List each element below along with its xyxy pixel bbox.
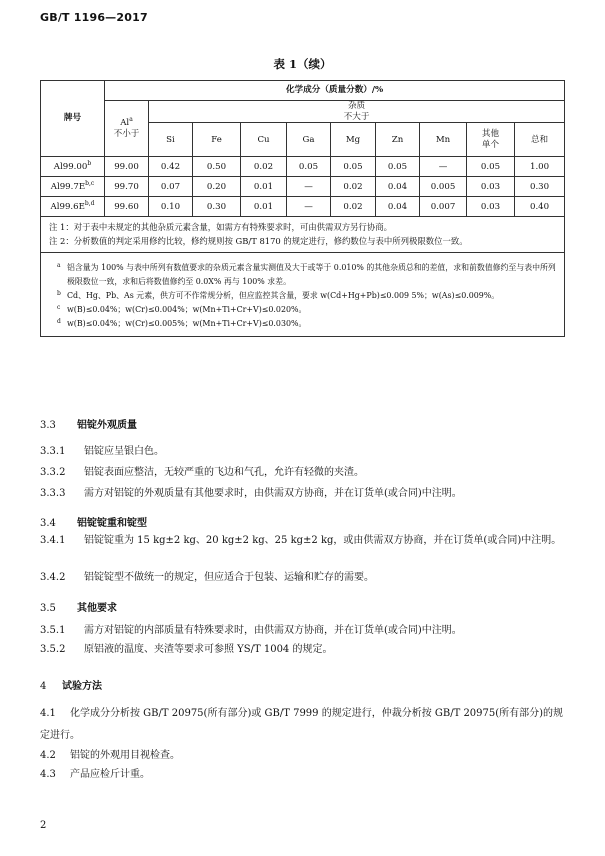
cell-other: 0.03 (467, 197, 515, 217)
col-header-fe: Fe (193, 123, 241, 157)
section-4-heading: 4 试验方法 (40, 681, 102, 692)
cell-al: 99.00 (105, 157, 149, 177)
section-3-5-heading: 3.5 其他要求 (40, 603, 117, 614)
cell-zn: 0.05 (376, 157, 420, 177)
other-label: 其他 (481, 129, 500, 140)
col-header-cu: Cu (241, 123, 287, 157)
cell-fe: 0.20 (193, 177, 241, 197)
cell-other: 0.03 (467, 177, 515, 197)
table-row (41, 197, 565, 217)
cell-mn: 0.005 (420, 177, 467, 197)
clause-3-5-2: 3.5.2 原铝液的温度、夹渣等要求可参照 YS/T 1004 的规定。 (40, 644, 333, 655)
cell-ga: 0.05 (287, 157, 331, 177)
col-header-mg: Mg (331, 123, 376, 157)
impurity-label: 杂质 (347, 101, 366, 111)
cell-brand: Al99.00$^b$ (41, 157, 105, 177)
brand-header: 牌号 (41, 81, 105, 157)
al-label: Al (120, 118, 130, 128)
chem-composition-header: 化学成分（质量分数）/% (105, 81, 565, 101)
cell-mn: — (420, 157, 467, 177)
cell-total: 1.00 (515, 157, 565, 177)
standard-number-header: GB/T 1196—2017 (40, 11, 148, 24)
cell-total: 0.30 (515, 177, 565, 197)
clause-3-5-1: 3.5.1 需方对铝锭的内部质量有特殊要求时，由供需双方协商，并在订货单(或合同)中注明。 (40, 625, 462, 636)
table-note-1: 注 1：对于表中未规定的其他杂质元素含量，如需方有特殊要求时，可由供需双方另行协商。 (49, 222, 392, 233)
cell-brand: $Al99.6E^{b,d}$ (41, 197, 105, 217)
table-notes (41, 217, 565, 253)
col-header-si: Si (149, 123, 193, 157)
cell-ga: — (287, 197, 331, 217)
clause-3-4-2: 3.4.2 铝锭锭型不做统一的规定，但应适合于包装、运输和贮存的需要。 (40, 572, 374, 583)
cell-si: 0.07 (149, 177, 193, 197)
cell-mg: 0.05 (331, 157, 376, 177)
col-header-other-single (467, 123, 515, 157)
cell-other: 0.05 (467, 157, 515, 177)
table-caption: 表 1（续） (273, 57, 332, 71)
cell-total: 0.40 (515, 197, 565, 217)
cell-zn: 0.04 (376, 197, 420, 217)
composition-table-wrapper (40, 80, 564, 337)
cell-si: 0.42 (149, 157, 193, 177)
col-header-total: 总和 (515, 123, 565, 157)
chemical-composition-table (40, 80, 565, 337)
cell-al: 99.60 (105, 197, 149, 217)
clause-4-1: 4.1 化学成分分析按 GB/T 20975(所有部分)或 GB/T 7999 的规定进行，仲裁分析按 GB/T 20975(所有部分)的规定进行。 (40, 708, 564, 741)
cell-al: 99.70 (105, 177, 149, 197)
impurity-header (149, 101, 565, 123)
table-note-2: 注 2：分析数值的判定采用修约比较，修约规则按 GB/T 8170 的规定进行，修约数位与表中所列极限数位一致。 (49, 235, 468, 246)
col-header-ga: Ga (287, 123, 331, 157)
col-header-mn: Mn (420, 123, 467, 157)
clause-3-3-1: 3.3.1 铝锭应呈银白色。 (40, 446, 164, 457)
clause-3-4-1: 3.4.1 铝锭锭重为 15 kg±2 kg、20 kg±2 kg、25 kg±2 kg，或由供需双方协商，并在订货单(或合同)中注明。 (40, 535, 562, 546)
table-footnotes (41, 253, 565, 337)
clause-4-3: 4.3 产品应检斤计重。 (40, 769, 150, 780)
page-number: 2 (40, 820, 47, 831)
section-3-4-heading: 3.4 铝锭锭重和锭型 (40, 518, 147, 529)
cell-mg: 0.02 (331, 197, 376, 217)
al-header (105, 101, 149, 157)
cell-mn: 0.007 (420, 197, 467, 217)
cell-cu: 0.02 (241, 157, 287, 177)
cell-fe: 0.50 (193, 157, 241, 177)
footnote-a: a 铝含量为 100% 与表中所列有数值要求的杂质元素含量实测值及大于或等于 0.010% 的其他杂质总和的差值，求和前数值修约至与表中所列极限数位一致，求和后将数值修约至 0.0X% 再与 100% 求差。 (57, 262, 556, 287)
footnote-b: b Cd、Hg、Pb、As 元素，供方可不作常规分析，但应监控其含量，要求 w(Cd+Hg+Pb)≤0.009 5%；w(As)≤0.009%。 (57, 290, 500, 300)
impurity-not-more-label: 不大于 (343, 111, 370, 122)
clause-3-3-2: 3.3.2 铝锭表面应整洁，无较严重的飞边和气孔，允许有轻微的夹渣。 (40, 467, 364, 478)
al-not-less-label: 不小于 (113, 128, 140, 139)
single-label: 单个 (481, 139, 500, 150)
cell-ga: — (287, 177, 331, 197)
clause-3-3-3: 3.3.3 需方对铝锭的外观质量有其他要求时，由供需双方协商，并在订货单(或合同)中注明。 (40, 488, 462, 499)
cell-cu: 0.01 (241, 197, 287, 217)
section-3-3-heading: 3.3 铝锭外观质量 (40, 420, 137, 431)
clause-4-2: 4.2 铝锭的外观用目视检查。 (40, 750, 180, 761)
cell-fe: 0.30 (193, 197, 241, 217)
cell-si: 0.10 (149, 197, 193, 217)
col-header-zn: Zn (376, 123, 420, 157)
footnote-c: c w(B)≤0.04%；w(Cr)≤0.004%；w(Mn+Ti+Cr+V)≤0.020%。 (57, 303, 307, 314)
cell-zn: 0.04 (376, 177, 420, 197)
table-row (41, 177, 565, 197)
table-row (41, 157, 565, 177)
cell-mg: 0.02 (331, 177, 376, 197)
footnote-d: d w(B)≤0.04%；w(Cr)≤0.005%；w(Mn+Ti+Cr+V)≤0.030%。 (57, 317, 307, 328)
al-footnote-mark: a (129, 116, 133, 124)
cell-cu: 0.01 (241, 177, 287, 197)
cell-brand: $Al99.7E^{b,c}$ (41, 177, 105, 197)
